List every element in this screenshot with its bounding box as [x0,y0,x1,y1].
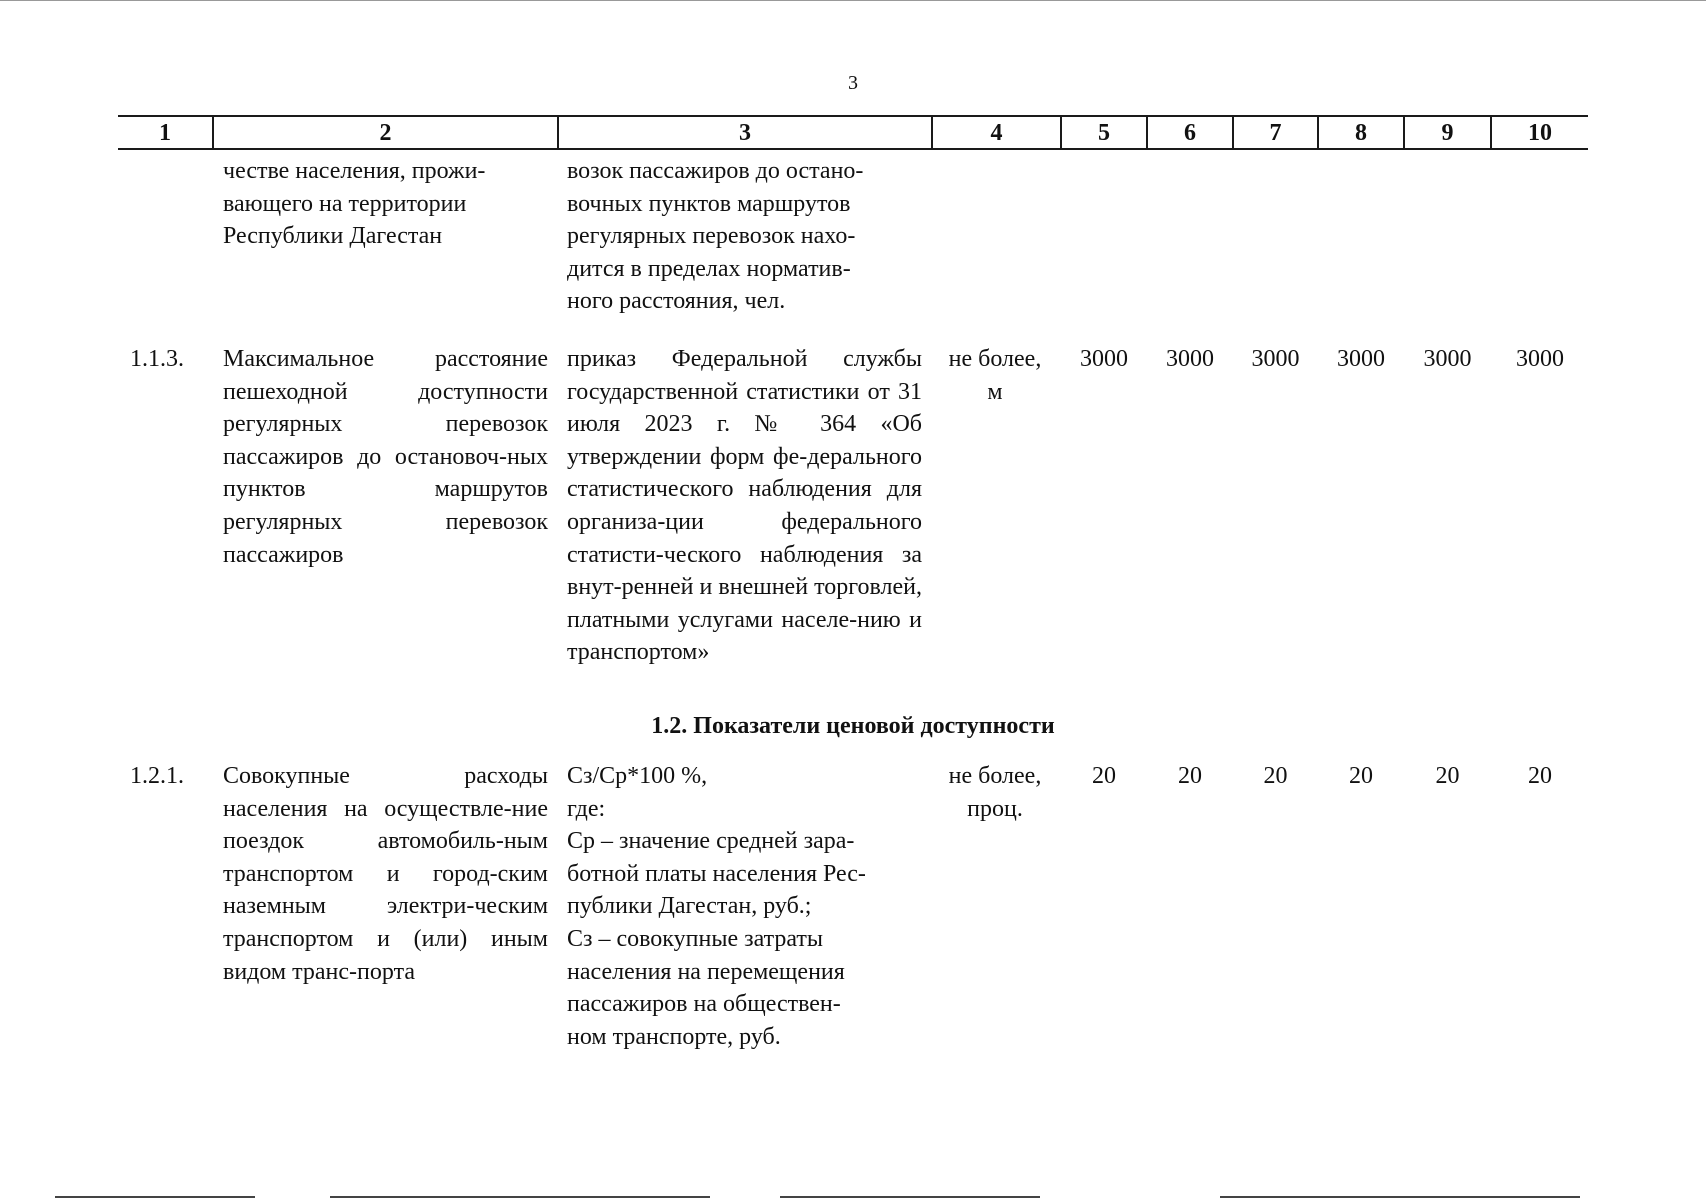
header-col-2: 2 [379,120,392,146]
indicator-name: Совокупные расходы населения на осуществле-ние поездок автомобиль-ным транспортом и город-ским наземным электри-ческим транспортом и (или) иным видом транс-порта [223,763,548,985]
header-col-8: 8 [1355,120,1367,146]
header-col-10: 10 [1528,120,1552,146]
scan-edge-bottom [55,1196,255,1198]
value-cell: 20 [1349,763,1373,789]
unit-of-measure: не более, м [948,346,1042,405]
calculation-method: Сз/Ср*100 %, где: Ср – значение средней зара- ботной платы населения Рес- публики Дагестан, руб.; Сз – совокупные затраты населения на перемещения пассажиров на обществен- ном транспорте, руб. [567,763,866,1050]
scan-edge-bottom [780,1196,1040,1198]
header-col-7: 7 [1269,120,1282,146]
unit-of-measure: не более, проц. [948,763,1042,822]
value-cell: 3000 [1251,346,1300,372]
header-col-1: 1 [159,120,171,146]
value-cell: 3000 [1516,346,1564,372]
calculation-method: приказ Федеральной службы государственной статистики от 31 июля 2023 г. № 364 «Об утверждении форм фе-дерального статистического наблюдения для организа-ции федерального статисти-ческого наблюдения за внут-ренней и внешней торговлей, платными услугами населе-нию и транспортом» [567,346,922,666]
value-cell: 20 [1178,763,1202,789]
continuation-name: честве населения, прожи- вающего на территории Республики Дагестан [223,158,486,250]
value-cell: 3000 [1166,346,1214,372]
section-title: 1.2. Показатели ценовой доступности [651,713,1055,739]
header-col-4: 4 [990,120,1003,146]
value-cell: 3000 [1080,346,1128,372]
row-number: 1.2.1. [130,763,184,789]
continuation-method: возок пассажиров до остано- вочных пунктов маршрутов регулярных перевозок нахо- дится в пределах норматив- ного расстояния, чел. [567,158,864,315]
header-col-9: 9 [1441,120,1454,146]
scan-edge-top [0,0,1706,1]
indicator-name: Максимальное расстояние пешеходной доступности регулярных перевозок пассажиров до остановоч-ных пунктов маршрутов регулярных перевозок пассажиров [223,346,548,568]
value-cell: 3000 [1337,346,1385,372]
header-col-6: 6 [1184,120,1196,146]
row-number: 1.1.3. [130,346,184,372]
scan-edge-bottom [1220,1196,1580,1198]
value-cell: 20 [1435,763,1460,789]
scan-edge-bottom [330,1196,710,1198]
value-cell: 20 [1092,763,1116,789]
header-col-3: 3 [739,120,751,146]
page-number: 3 [848,72,858,94]
value-cell: 3000 [1423,346,1472,372]
header-col-5: 5 [1098,120,1110,146]
value-cell: 20 [1263,763,1288,789]
value-cell: 20 [1528,763,1552,789]
